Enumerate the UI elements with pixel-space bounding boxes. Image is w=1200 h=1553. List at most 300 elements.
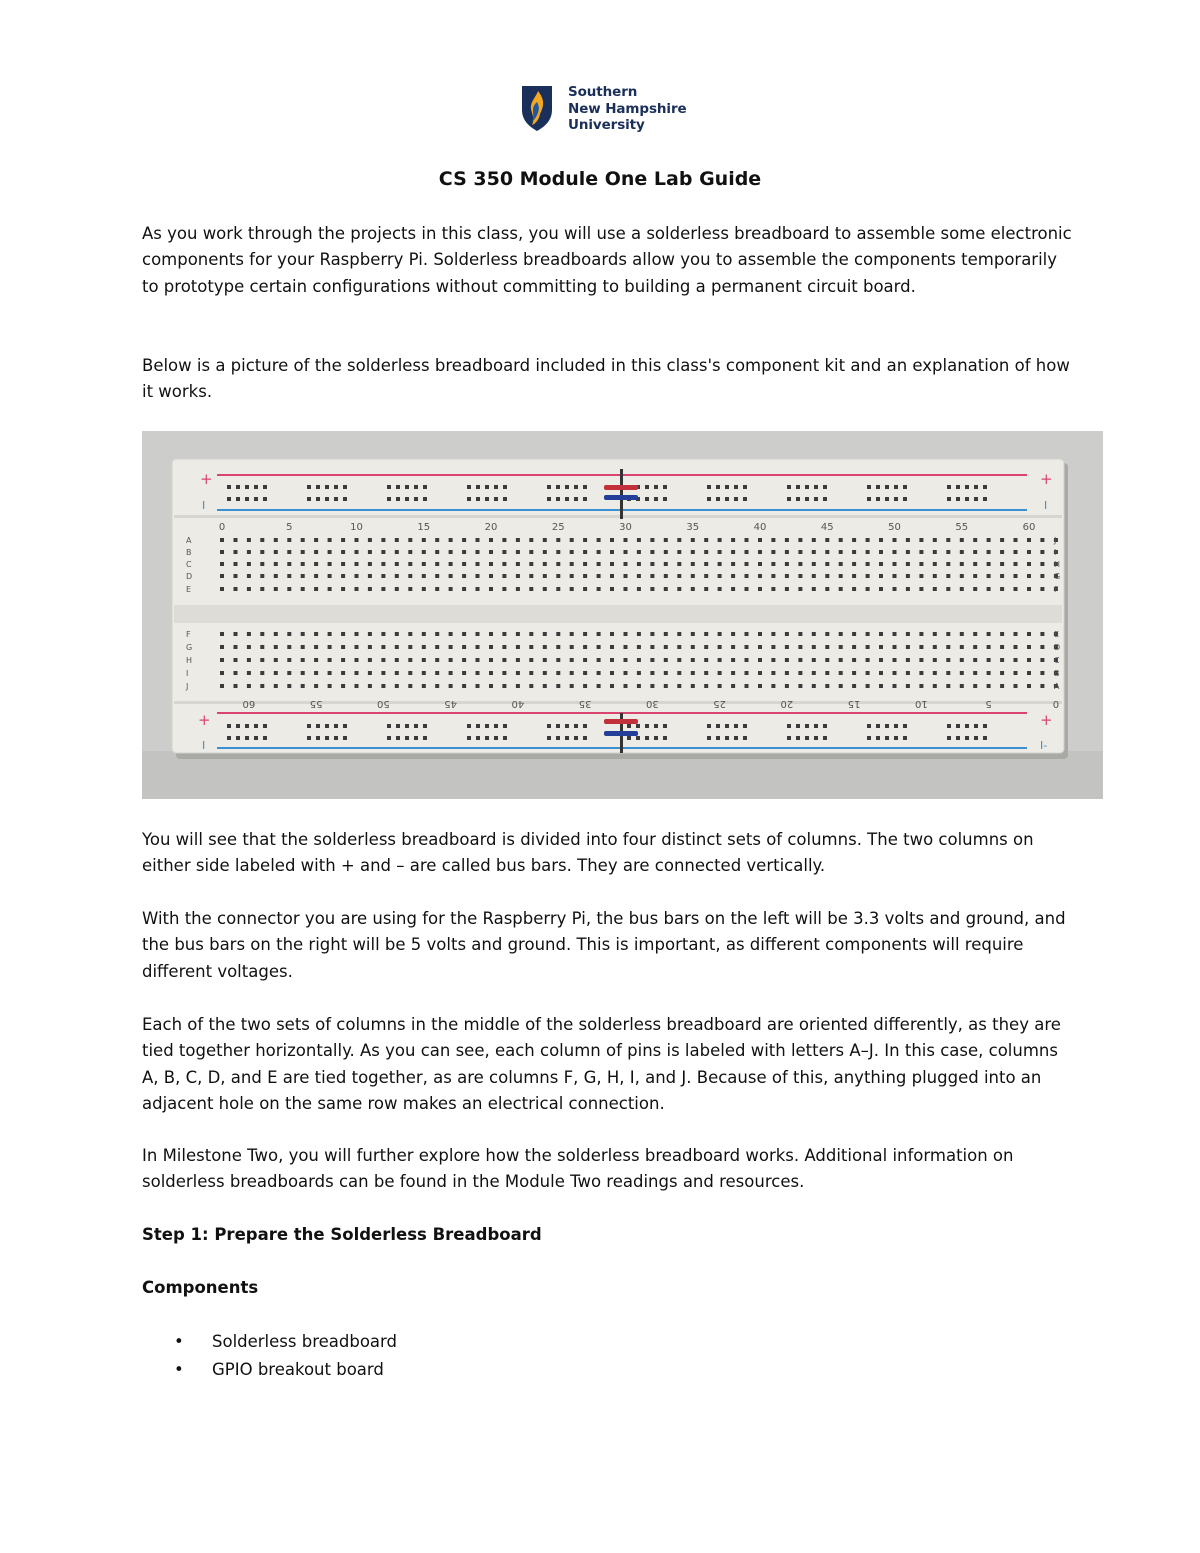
- terminal-hole: [691, 562, 695, 566]
- terminal-hole: [287, 645, 291, 649]
- bus-hole: [547, 724, 551, 728]
- bus-plus-bottom-left: +: [198, 711, 211, 729]
- terminal-hole: [234, 645, 238, 649]
- bus-hole: [823, 724, 827, 728]
- bus-hole: [947, 485, 951, 489]
- row-letter: J: [186, 682, 189, 691]
- terminal-hole: [731, 645, 735, 649]
- bus-hole: [307, 724, 311, 728]
- terminal-hole: [758, 574, 762, 578]
- terminal-hole: [435, 684, 439, 688]
- terminal-hole: [879, 671, 883, 675]
- terminal-hole: [960, 671, 964, 675]
- terminal-hole: [731, 587, 735, 591]
- terminal-hole: [718, 574, 722, 578]
- bus-hole: [876, 736, 880, 740]
- terminal-hole: [677, 671, 681, 675]
- terminal-hole: [247, 632, 251, 636]
- terminal-hole: [933, 538, 937, 542]
- terminal-hole: [933, 645, 937, 649]
- terminal-hole: [1040, 538, 1044, 542]
- bus-hole: [325, 724, 329, 728]
- terminal-hole: [919, 658, 923, 662]
- column-number-top: 40: [753, 522, 767, 533]
- terminal-hole: [556, 550, 560, 554]
- bus-hole: [227, 497, 231, 501]
- terminal-hole: [502, 550, 506, 554]
- terminal-hole: [529, 587, 533, 591]
- terminal-hole: [516, 562, 520, 566]
- bus-hole: [645, 497, 649, 501]
- terminal-hole: [718, 538, 722, 542]
- paragraph-voltages: With the connector you are using for the Raspberry Pi, the bus bars on the left will be 3.3 volts and ground, and the bus bars on the right will be 5 volts and ground. This is important, as different components will require different voltages.: [142, 909, 1066, 981]
- terminal-hole: [1040, 684, 1044, 688]
- terminal-hole: [1027, 671, 1031, 675]
- terminal-hole: [462, 538, 466, 542]
- terminal-hole: [260, 658, 264, 662]
- terminal-hole: [516, 658, 520, 662]
- terminal-hole: [570, 684, 574, 688]
- terminal-hole: [1027, 587, 1031, 591]
- terminal-hole: [812, 550, 816, 554]
- bus-hole: [663, 497, 667, 501]
- terminal-hole: [960, 574, 964, 578]
- terminal-hole: [771, 538, 775, 542]
- terminal-hole: [247, 658, 251, 662]
- bus-hole: [503, 724, 507, 728]
- terminal-hole: [1040, 562, 1044, 566]
- terminal-hole: [247, 671, 251, 675]
- terminal-hole: [879, 684, 883, 688]
- terminal-hole: [543, 562, 547, 566]
- terminal-hole: [893, 645, 897, 649]
- terminal-hole: [906, 587, 910, 591]
- column-number-bottom: 15: [847, 698, 861, 709]
- terminal-hole: [381, 587, 385, 591]
- terminal-hole: [274, 632, 278, 636]
- terminal-hole: [516, 684, 520, 688]
- terminal-hole: [597, 658, 601, 662]
- terminal-hole: [449, 574, 453, 578]
- terminal-hole: [220, 658, 224, 662]
- bus-hole: [947, 736, 951, 740]
- terminal-hole: [476, 671, 480, 675]
- terminal-hole: [274, 587, 278, 591]
- terminal-hole: [798, 645, 802, 649]
- terminal-hole: [946, 632, 950, 636]
- terminal-hole: [771, 671, 775, 675]
- bus-hole: [796, 724, 800, 728]
- column-number-bottom: 0: [1052, 698, 1060, 709]
- terminal-hole: [287, 562, 291, 566]
- bus-minus-top-left: I: [202, 499, 206, 512]
- terminal-hole: [583, 538, 587, 542]
- terminal-hole: [664, 538, 668, 542]
- terminal-hole: [260, 684, 264, 688]
- terminal-hole: [556, 632, 560, 636]
- terminal-hole: [489, 550, 493, 554]
- bus-hole: [316, 485, 320, 489]
- bus-hole: [956, 497, 960, 501]
- terminal-hole: [745, 538, 749, 542]
- bus-hole: [476, 724, 480, 728]
- bus-hole: [414, 736, 418, 740]
- terminal-hole: [395, 587, 399, 591]
- terminal-hole: [1040, 645, 1044, 649]
- terminal-hole: [314, 671, 318, 675]
- terminal-hole: [583, 562, 587, 566]
- terminal-hole: [798, 538, 802, 542]
- terminal-hole: [328, 684, 332, 688]
- bus-hole: [405, 485, 409, 489]
- terminal-hole: [933, 671, 937, 675]
- terminal-hole: [745, 632, 749, 636]
- terminal-hole: [771, 632, 775, 636]
- terminal-hole: [893, 684, 897, 688]
- terminal-hole: [422, 658, 426, 662]
- bus-hole: [307, 497, 311, 501]
- terminal-hole: [610, 632, 614, 636]
- terminal-hole: [435, 658, 439, 662]
- terminal-hole: [570, 632, 574, 636]
- terminal-hole: [731, 684, 735, 688]
- bus-hole: [716, 724, 720, 728]
- terminal-hole: [381, 562, 385, 566]
- terminal-hole: [274, 562, 278, 566]
- terminal-hole: [529, 562, 533, 566]
- terminal-hole: [341, 550, 345, 554]
- bus-hole: [716, 736, 720, 740]
- terminal-hole: [462, 684, 466, 688]
- bus-hole: [965, 485, 969, 489]
- terminal-hole: [449, 658, 453, 662]
- terminal-hole: [785, 587, 789, 591]
- bus-hole: [414, 497, 418, 501]
- row-letter: I: [1054, 548, 1057, 557]
- terminal-hole: [287, 684, 291, 688]
- bus-hole: [645, 736, 649, 740]
- terminal-hole: [610, 550, 614, 554]
- terminal-hole: [395, 645, 399, 649]
- breadboard-photo: [142, 431, 1103, 799]
- row-letter: A: [1054, 682, 1060, 691]
- terminal-hole: [274, 550, 278, 554]
- terminal-hole: [476, 574, 480, 578]
- terminal-hole: [489, 574, 493, 578]
- terminal-hole: [449, 645, 453, 649]
- terminal-hole: [395, 574, 399, 578]
- terminal-hole: [650, 562, 654, 566]
- bus-hole: [885, 497, 889, 501]
- terminal-hole: [355, 587, 359, 591]
- terminal-hole: [637, 587, 641, 591]
- terminal-hole: [220, 550, 224, 554]
- terminal-hole: [314, 574, 318, 578]
- paragraph-intro: As you work through the projects in this class, you will use a solderless breadboard to assemble some electronic components for your Raspberry Pi. Solderless breadboards allow you to assemble the components temporarily to prototype certain configurations without committing to building a permanent circuit board.: [142, 224, 1072, 296]
- terminal-hole: [637, 538, 641, 542]
- terminal-hole: [946, 658, 950, 662]
- bus-hole: [867, 724, 871, 728]
- terminal-hole: [933, 587, 937, 591]
- terminal-hole: [933, 562, 937, 566]
- bus-hole: [885, 724, 889, 728]
- terminal-hole: [1000, 550, 1004, 554]
- terminal-hole: [987, 574, 991, 578]
- terminal-hole: [704, 684, 708, 688]
- terminal-hole: [355, 574, 359, 578]
- terminal-hole: [610, 671, 614, 675]
- terminal-hole: [529, 671, 533, 675]
- bus-hole: [636, 736, 640, 740]
- terminal-hole: [691, 632, 695, 636]
- bus-hole: [947, 724, 951, 728]
- terminal-hole: [408, 538, 412, 542]
- terminal-hole: [422, 645, 426, 649]
- terminal-hole: [731, 550, 735, 554]
- terminal-hole: [260, 562, 264, 566]
- bus-hole: [823, 497, 827, 501]
- terminal-hole: [395, 550, 399, 554]
- terminal-hole: [691, 645, 695, 649]
- bus-hole: [894, 736, 898, 740]
- terminal-hole: [946, 538, 950, 542]
- logo-line-3: University: [568, 117, 645, 133]
- terminal-hole: [274, 684, 278, 688]
- terminal-hole: [798, 632, 802, 636]
- logo-line-2: New Hampshire: [568, 100, 687, 117]
- bus-hole: [405, 736, 409, 740]
- terminal-hole: [866, 562, 870, 566]
- terminal-hole: [543, 658, 547, 662]
- terminal-hole: [919, 562, 923, 566]
- terminal-hole: [422, 671, 426, 675]
- terminal-hole: [664, 671, 668, 675]
- bus-hole: [743, 736, 747, 740]
- terminal-hole: [624, 574, 628, 578]
- terminal-hole: [798, 684, 802, 688]
- terminal-hole: [691, 658, 695, 662]
- terminal-hole: [260, 550, 264, 554]
- terminal-hole: [516, 574, 520, 578]
- terminal-hole: [1014, 562, 1018, 566]
- terminal-hole: [960, 587, 964, 591]
- terminal-hole: [543, 671, 547, 675]
- row-letter: F: [186, 630, 191, 639]
- terminal-hole: [234, 632, 238, 636]
- terminal-hole: [785, 574, 789, 578]
- terminal-hole: [973, 562, 977, 566]
- terminal-hole: [785, 562, 789, 566]
- terminal-hole: [1000, 632, 1004, 636]
- terminal-hole: [624, 562, 628, 566]
- bus-hole: [245, 724, 249, 728]
- terminal-hole: [718, 587, 722, 591]
- terminal-hole: [274, 574, 278, 578]
- terminal-hole: [220, 587, 224, 591]
- bus-hole: [396, 497, 400, 501]
- bus-hole: [814, 736, 818, 740]
- terminal-hole: [435, 550, 439, 554]
- terminal-hole: [529, 684, 533, 688]
- bus-hole: [476, 497, 480, 501]
- terminal-hole: [234, 562, 238, 566]
- terminal-hole: [650, 587, 654, 591]
- bus-hole: [876, 497, 880, 501]
- terminal-hole: [597, 550, 601, 554]
- terminal-hole: [987, 632, 991, 636]
- terminal-hole: [745, 658, 749, 662]
- bus-hole: [663, 724, 667, 728]
- terminal-hole: [731, 562, 735, 566]
- terminal-hole: [637, 632, 641, 636]
- terminal-hole: [516, 587, 520, 591]
- page-title: CS 350 Module One Lab Guide: [438, 168, 762, 190]
- terminal-hole: [839, 562, 843, 566]
- terminal-hole: [946, 587, 950, 591]
- bus-hole: [343, 724, 347, 728]
- bus-hole: [725, 736, 729, 740]
- terminal-hole: [960, 645, 964, 649]
- terminal-hole: [839, 574, 843, 578]
- bus-hole: [574, 497, 578, 501]
- bus-hole: [894, 485, 898, 489]
- terminal-hole: [1040, 658, 1044, 662]
- terminal-hole: [906, 550, 910, 554]
- terminal-hole: [1040, 632, 1044, 636]
- terminal-hole: [543, 684, 547, 688]
- list-item: • Solderless breadboard: [142, 1328, 397, 1356]
- bus-hole: [707, 497, 711, 501]
- terminal-hole: [946, 562, 950, 566]
- bus-hole: [254, 724, 258, 728]
- terminal-hole: [771, 587, 775, 591]
- bus-hole: [654, 485, 658, 489]
- terminal-hole: [718, 658, 722, 662]
- terminal-hole: [381, 632, 385, 636]
- bus-hole: [236, 497, 240, 501]
- terminal-hole: [381, 538, 385, 542]
- terminal-hole: [597, 632, 601, 636]
- terminal-hole: [502, 574, 506, 578]
- bus-hole: [565, 485, 569, 489]
- bus-hole: [263, 724, 267, 728]
- terminal-hole: [624, 671, 628, 675]
- terminal-hole: [1014, 538, 1018, 542]
- terminal-hole: [516, 550, 520, 554]
- terminal-hole: [247, 538, 251, 542]
- terminal-hole: [879, 574, 883, 578]
- terminal-hole: [839, 658, 843, 662]
- bus-hole: [556, 724, 560, 728]
- terminal-hole: [650, 671, 654, 675]
- terminal-hole: [906, 658, 910, 662]
- terminal-hole: [785, 538, 789, 542]
- terminal-hole: [301, 632, 305, 636]
- bus-hole: [556, 736, 560, 740]
- terminal-hole: [395, 671, 399, 675]
- terminal-hole: [435, 632, 439, 636]
- terminal-hole: [973, 574, 977, 578]
- terminal-hole: [328, 538, 332, 542]
- terminal-hole: [610, 574, 614, 578]
- terminal-hole: [408, 550, 412, 554]
- terminal-hole: [543, 550, 547, 554]
- terminal-hole: [583, 587, 587, 591]
- terminal-hole: [812, 587, 816, 591]
- terminal-hole: [610, 538, 614, 542]
- terminal-hole: [341, 538, 345, 542]
- terminal-hole: [301, 645, 305, 649]
- bus-hole: [956, 485, 960, 489]
- terminal-hole: [624, 550, 628, 554]
- terminal-hole: [341, 587, 345, 591]
- terminal-hole: [637, 671, 641, 675]
- bus-hole: [387, 485, 391, 489]
- terminal-hole: [355, 538, 359, 542]
- terminal-hole: [529, 574, 533, 578]
- terminal-hole: [704, 645, 708, 649]
- terminal-hole: [906, 645, 910, 649]
- bus-hole: [547, 736, 551, 740]
- terminal-hole: [610, 645, 614, 649]
- terminal-hole: [893, 562, 897, 566]
- terminal-hole: [650, 632, 654, 636]
- terminal-hole: [879, 550, 883, 554]
- terminal-hole: [825, 632, 829, 636]
- bus-hole: [565, 736, 569, 740]
- terminal-hole: [624, 684, 628, 688]
- bus-hole: [574, 724, 578, 728]
- bus-hole: [645, 485, 649, 489]
- bus-hole: [254, 485, 258, 489]
- terminal-hole: [960, 562, 964, 566]
- terminal-hole: [785, 671, 789, 675]
- bus-hole: [707, 724, 711, 728]
- terminal-hole: [247, 684, 251, 688]
- terminal-hole: [973, 658, 977, 662]
- terminal-hole: [718, 684, 722, 688]
- bus-hole: [805, 736, 809, 740]
- terminal-hole: [704, 550, 708, 554]
- terminal-hole: [287, 587, 291, 591]
- terminal-hole: [879, 658, 883, 662]
- components-heading: Components: [142, 1278, 259, 1297]
- bus-hole: [485, 485, 489, 489]
- bus-hole: [965, 736, 969, 740]
- terminal-hole: [919, 550, 923, 554]
- bus-hole: [965, 724, 969, 728]
- bus-hole: [494, 724, 498, 728]
- terminal-hole: [839, 671, 843, 675]
- terminal-hole: [919, 632, 923, 636]
- bus-hole: [467, 736, 471, 740]
- terminal-hole: [274, 671, 278, 675]
- terminal-hole: [1014, 550, 1018, 554]
- terminal-hole: [462, 658, 466, 662]
- terminal-hole: [489, 658, 493, 662]
- bus-hole: [485, 724, 489, 728]
- terminal-hole: [610, 658, 614, 662]
- terminal-hole: [758, 684, 762, 688]
- terminal-hole: [247, 645, 251, 649]
- terminal-hole: [906, 538, 910, 542]
- terminal-hole: [624, 658, 628, 662]
- terminal-hole: [691, 684, 695, 688]
- row-letter: E: [186, 585, 192, 594]
- bus-minus-bottom-right: I-: [1040, 739, 1048, 752]
- terminal-hole: [704, 658, 708, 662]
- terminal-hole: [624, 645, 628, 649]
